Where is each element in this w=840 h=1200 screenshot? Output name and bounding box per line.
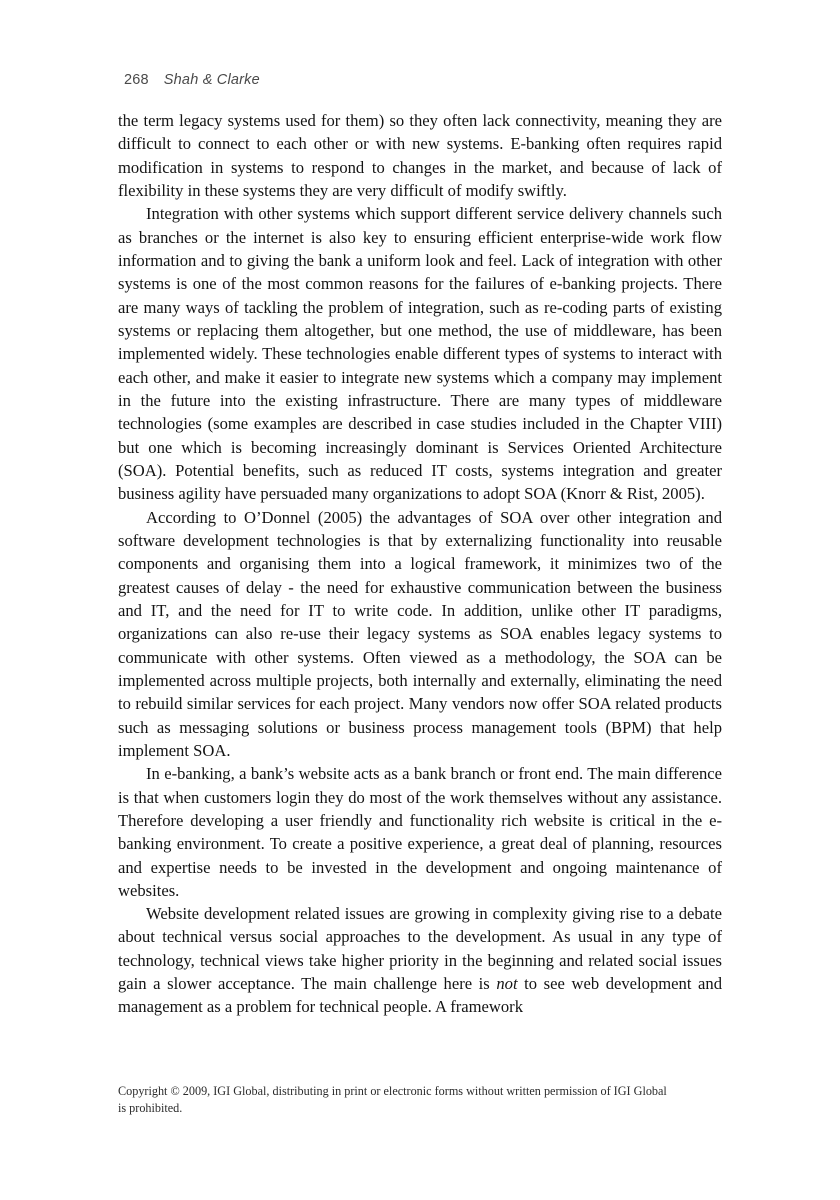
paragraph-integration: Integration with other systems which support different service delivery channels such as branches or the internet is also key to ensuring efficient enterprise-wide work flow information and to giving the bank a uniform look and feel. Lack of integration with other systems is one of the most common reasons for the failures of e-banking projects. There are many ways of tackling the problem of integration, such as re-coding parts of existing systems or replacing them altogether, but one method, the use of middleware, has been implemented widely. These technologies enable different types of systems to interact with each other, and make it easier to integrate new systems which a company may implement in the future into the existing infrastructure. There are many types of middleware technologies (some examples are described in case studies included in the Chapter VIII) but one which is becoming increasingly dominant is Services Oriented Architecture (SOA). Potential benefits, such as reduced IT costs, systems integration and greater business agility have persuaded many organizations to adopt SOA (Knorr & Rist, 2005). — [118, 204, 722, 504]
running-head-authors: Shah & Clarke — [163, 72, 260, 88]
paragraph-continuation: the term legacy systems used for them) so they often lack connectivity, meaning they are difficult to connect to each other or with new systems. E-banking often requires rapid modification in systems to respond to changes in the market, and because of lack of flexibility in these systems they are very difficult of modify swiftly. — [118, 111, 722, 200]
paragraph-website-development — [118, 902, 722, 1019]
paragraph-soa-advantages: According to O’Donnel (2005) the advantages of SOA over other integration and software development technologies is that by externalizing functionality into reusable components and organising them into a logical framework, it minimizes two of the greatest causes of delay - the need for exhaustive communication between the business and IT, and the need for IT to write code. In addition, unlike other IT paradigms, organizations can also re-use their legacy systems as SOA enables legacy systems to communicate with other systems. Often viewed as a methodology, the SOA can be implemented across multiple projects, both internally and externally, eliminating the need to rebuild similar services for each project. Many vendors now offer SOA related products such as messaging solutions or business process management tools (BPM) that help implement SOA. — [118, 507, 722, 760]
copyright-notice — [118, 1083, 730, 1116]
copyright-line-2: is prohibited. — [118, 1100, 183, 1115]
paragraph-text-segment: to see web development and management as a problem for technical people. A framework — [118, 974, 722, 1017]
body-text-column — [118, 109, 722, 1019]
paragraph-text-segment: Website development related issues are growing in complexity giving rise to a debate about technical versus social approaches to the development. As usual in any type of technology, technical views take higher priority in the beginning and related social issues gain a slower acceptance. The main challenge here is — [118, 904, 722, 994]
emphasized-word: not — [496, 974, 518, 994]
paragraph-ebanking-website: In e-banking, a bank’s website acts as a bank branch or front end. The main difference is that when customers login they do most of the work themselves without any assistance. Therefore developing a user friendly and functionality rich website is critical in the e-banking environment. To create a positive experience, a great deal of planning, resources and expertise needs to be invested in the development and ongoing maintenance of websites. — [118, 764, 722, 900]
page-number: 268 — [124, 72, 149, 88]
running-head — [124, 72, 728, 88]
copyright-line-1: Copyright © 2009, IGI Global, distributing in print or electronic forms without written permission of IGI Global — [118, 1084, 667, 1098]
